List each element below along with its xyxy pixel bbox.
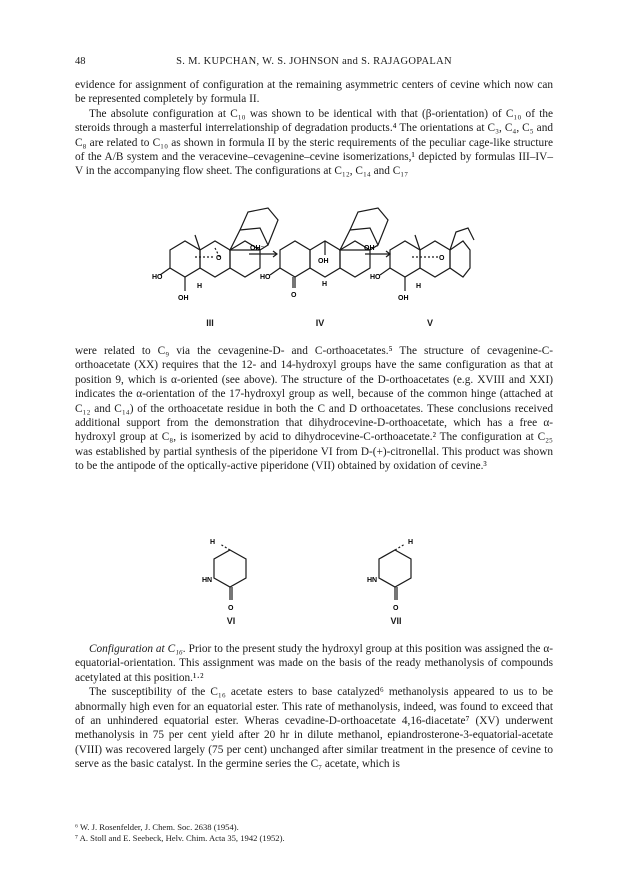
structure-VI [214,544,246,600]
body-text-bottom [75,642,553,772]
structure-VII [379,544,411,600]
atom-label-h-VII: H [408,539,414,546]
atom-label-o-VII: O [393,605,399,612]
paragraph-4-text: Prior to the present study the hydroxyl group at this position was assigned the α-equatorial-orientation. This assignment was made on the basis of the ready methanolysis of compounds acetylated at this position.¹·² [75,643,553,684]
atom-label-oh-IV: OH [318,258,329,265]
page-number: 48 [75,56,86,67]
paragraph-2: The absolute configuration at C₁₀ was shown to be identical with that (β-orientation) of C₁₀ of the steroids through a masterful interrelationship of degradation products.⁴ The orientations at C₃, C₄, C₅ and C₈ are related to C₁₀ as shown in formula II by the steric requirements of the peculiar cage-like structure of the A/B system and the veracevine–cevagenine–cevine isomerizations,¹ depicted by formulas III–IV–V in the accompanying flow sheet. The configurations at C₁₂, C₁₄ and C₁₇ [75,107,553,178]
atom-label-h-V: H [416,283,422,290]
compound-label-VI: VI [226,616,236,626]
atom-label-hn-VI: HN [202,577,213,584]
compound-label-IV: IV [315,318,325,328]
compound-label-III: III [206,318,214,328]
footnotes [75,822,553,844]
atom-label-ho-V: HO [370,274,381,281]
body-text-top [75,78,553,179]
paragraph-1: evidence for assignment of configuration at the remaining asymmetric centers of cevine which now can be represented completely by formula II. [75,79,553,106]
atom-label-hn-VII: HN [367,577,378,584]
footnote-6: ⁶ W. J. Rosenfelder, J. Chem. Soc. 2638 (1954). [75,822,239,832]
structure-V [380,228,474,291]
atom-label-ho-IV: HO [260,274,271,281]
paragraph-5: The susceptibility of the C₁₆ acetate esters to base catalyzed⁶ methanolysis appeared to us to be abnormally high even for an equatorial ester. This rate of methanolysis, indeed, was found to exceed that of an unhindered equatorial ester. Wheras cevadine-D-orthoacetate 4,16-diacetate⁷ (XV) underwent methanolysis in 75 per cent yield after 20 hr in dilute methanol, epiandrosterone-3-equatorial-acetate (VIII) was recovered largely (75 per cent) unchanged after similar treatment in the presence of cevine to serve as the basic catalyst. In the germine series the C₇ acetate, which is [75,686,553,771]
atom-label-o-V: O [439,255,445,262]
atom-label-h-III: H [197,283,203,290]
atom-label-ho-III: HO [152,274,163,281]
atom-label-o-IV: O [291,292,297,299]
flow-sheet-III-IV-V [150,190,480,330]
footnote-7: ⁷ A. Stoll and E. Seebeck, Helv. Chim. Acta 35, 1942 (1952). [75,833,285,843]
atom-label-h-VI: H [210,539,216,546]
compound-label-VII: VII [390,616,402,626]
atom-label-o-VI: O [228,605,234,612]
paragraph-3: were related to C₉ via the cevagenine-D- and C-orthoacetates.⁵ The structure of cevagenine-C-orthoacetate (XX) requires that the 12- and 14-hydroxyl groups have the same configuration as that at position 9, which is α-oriented (see above). The structure of the D-orthoacetates (e.g. XVIII and XXI) indicates the α-orientation of the 17-hydroxyl group as well, because of the common hinge (attached at C₁₂ and C₁₄) of the orthoacetate residue in both the C and D orthoacetates. These conclusions received additional support from the demonstration that dihydrocevine-D-orthoacetate, which has a free α-hydroxyl group at C₈, is isomerized by acid to dihydrocevine-C-orthoacetate.² The configuration at C₂₅ was established by partial synthesis of the piperidone VI from D-(+)-citronellal. This product was shown to be the antipode of the optically-active piperidone (VII) obtained by oxidation of cevine.³ [75,345,553,473]
atom-label-h-IV: H [322,281,328,288]
arrow-label-1: OH⁻ [250,245,265,252]
atom-label-o-III: O [216,255,222,262]
compound-label-V: V [426,318,433,328]
paragraph-4 [75,642,553,685]
arrow-label-2: OH⁻ [364,245,379,252]
body-text-middle [75,344,553,474]
running-head: S. M. KUPCHAN, W. S. JOHNSON and S. RAJAGOPALAN [176,56,452,67]
atom-label-oh-III: OH [178,295,189,302]
section-heading: Configuration at C₁₆. [89,643,186,655]
piperidone-structures [190,534,450,614]
atom-label-oh-V: OH [398,295,409,302]
page-header [75,56,553,70]
